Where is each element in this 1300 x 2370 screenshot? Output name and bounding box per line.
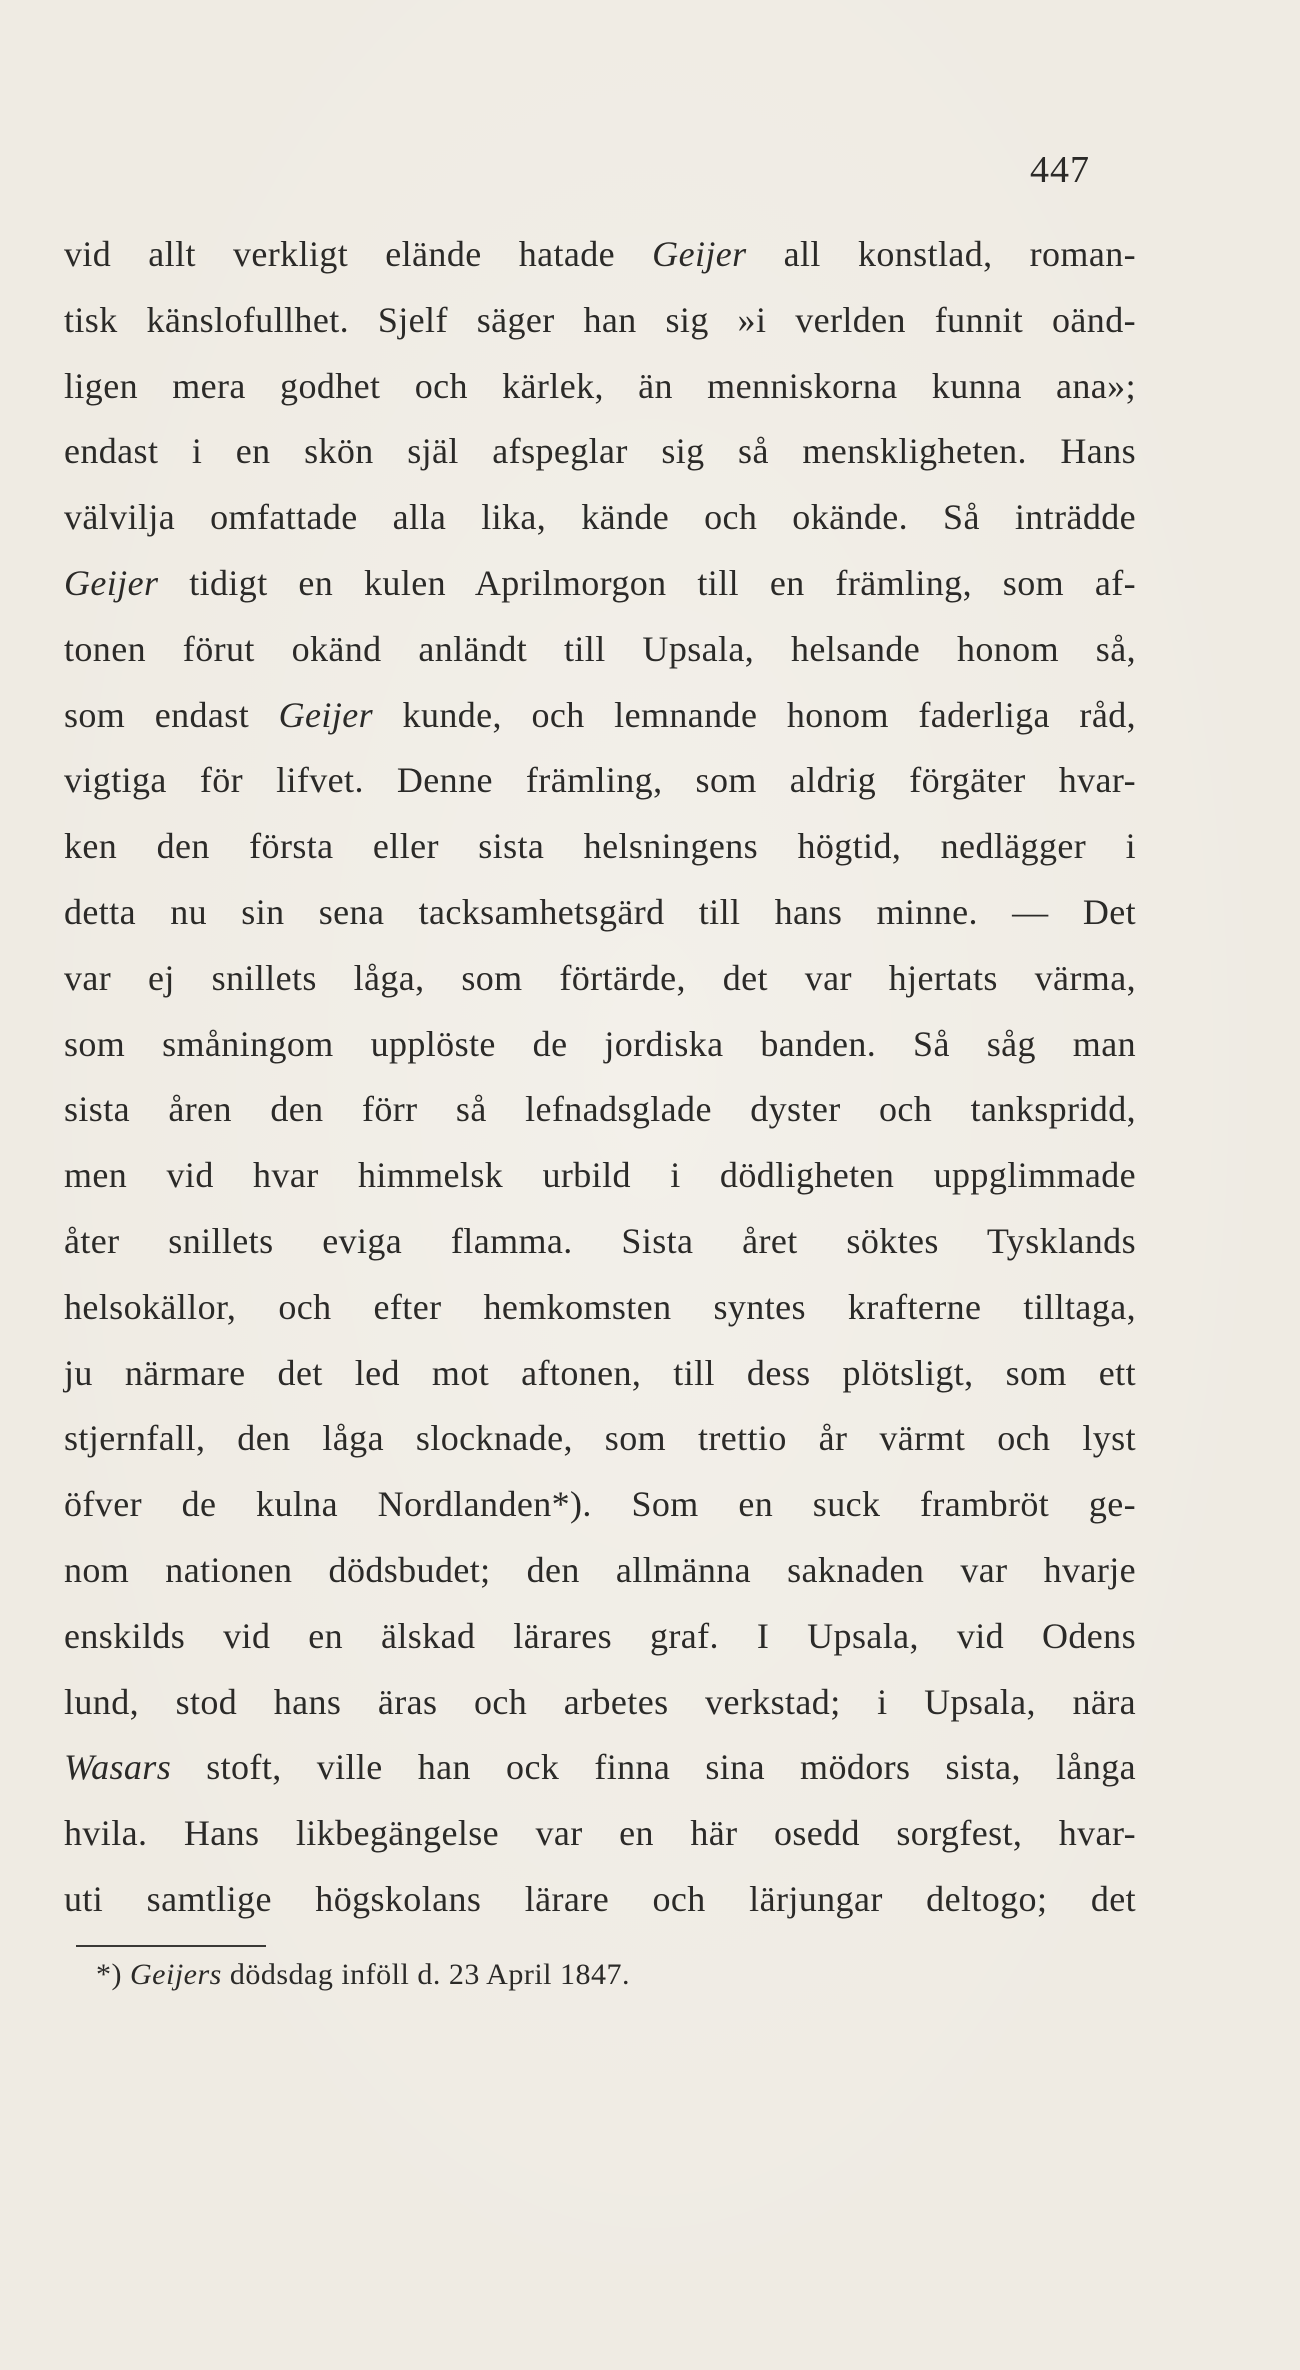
text-line: var ej snillets låga, som förtärde, det var hjertats värma, bbox=[64, 957, 1136, 998]
text-line: ju närmare det led mot aftonen, till dess plötsligt, som ett bbox=[64, 1352, 1136, 1393]
text-line: tonen förut okänd anländt till Upsala, helsande honom så, bbox=[64, 628, 1136, 669]
text-line: helsokällor, och efter hemkomsten syntes krafterne tilltaga, bbox=[64, 1286, 1136, 1327]
text-line: uti samtlige högskolans lärare och lärjungar deltogo; det bbox=[64, 1878, 1136, 1919]
text-line: som småningom upplöste de jordiska banden. Så såg man bbox=[64, 1023, 1136, 1064]
text-line: som endast Geijer kunde, och lemnande honom faderliga råd, bbox=[64, 694, 1136, 735]
text-line: lund, stod hans äras och arbetes verkstad; i Upsala, nära bbox=[64, 1681, 1136, 1722]
text-line: enskilds vid en älskad lärares graf. I Upsala, vid Odens bbox=[64, 1615, 1136, 1656]
text-line: endast i en skön själ afspeglar sig så menskligheten. Hans bbox=[64, 431, 1136, 472]
body-text bbox=[64, 222, 1136, 1933]
text-line: stjernfall, den låga slocknade, som trettio år värmt och lyst bbox=[64, 1418, 1136, 1459]
footnote-name: Geijers bbox=[130, 1958, 222, 1991]
text-line: men vid hvar himmelsk urbild i dödligheten uppglimmade bbox=[64, 1155, 1136, 1196]
text-line: sista åren den förr så lefnadsglade dyster och tankspridd, bbox=[64, 1089, 1136, 1130]
footnote bbox=[96, 1950, 630, 2000]
text-line: åter snillets eviga flamma. Sista året söktes Tysklands bbox=[64, 1220, 1136, 1261]
page-number: 447 bbox=[1030, 149, 1090, 191]
text-line: öfver de kulna Nordlanden*). Som en suck frambröt ge- bbox=[64, 1484, 1136, 1525]
footnote-marker: *) bbox=[96, 1958, 122, 1991]
text-line: ligen mera godhet och kärlek, än menniskorna kunna ana»; bbox=[64, 365, 1136, 406]
text-line: Wasars stoft, ville han ock finna sina mödors sista, långa bbox=[64, 1747, 1136, 1788]
text-line: hvila. Hans likbegängelse var en här osedd sorgfest, hvar- bbox=[64, 1813, 1136, 1854]
text-line: vigtiga för lifvet. Denne främling, som aldrig förgäter hvar- bbox=[64, 760, 1136, 801]
text-line: detta nu sin sena tacksamhetsgärd till hans minne. — Det bbox=[64, 891, 1136, 932]
text-line: Geijer tidigt en kulen Aprilmorgon till en främling, som af- bbox=[64, 562, 1136, 603]
footnote-text: dödsdag inföll d. 23 April 1847. bbox=[229, 1958, 630, 1991]
text-line: ken den första eller sista helsningens högtid, nedlägger i bbox=[64, 826, 1136, 867]
text-line: vid allt verkligt elände hatade Geijer all konstlad, roman- bbox=[64, 234, 1136, 274]
text-line: välvilja omfattade alla lika, kände och okände. Så inträdde bbox=[64, 497, 1136, 538]
text-line: nom nationen dödsbudet; den allmänna saknaden var hvarje bbox=[64, 1549, 1136, 1590]
text-line: tisk känslofullhet. Sjelf säger han sig »i verlden funnit oänd- bbox=[64, 299, 1136, 340]
footnote-divider bbox=[76, 1945, 266, 1947]
